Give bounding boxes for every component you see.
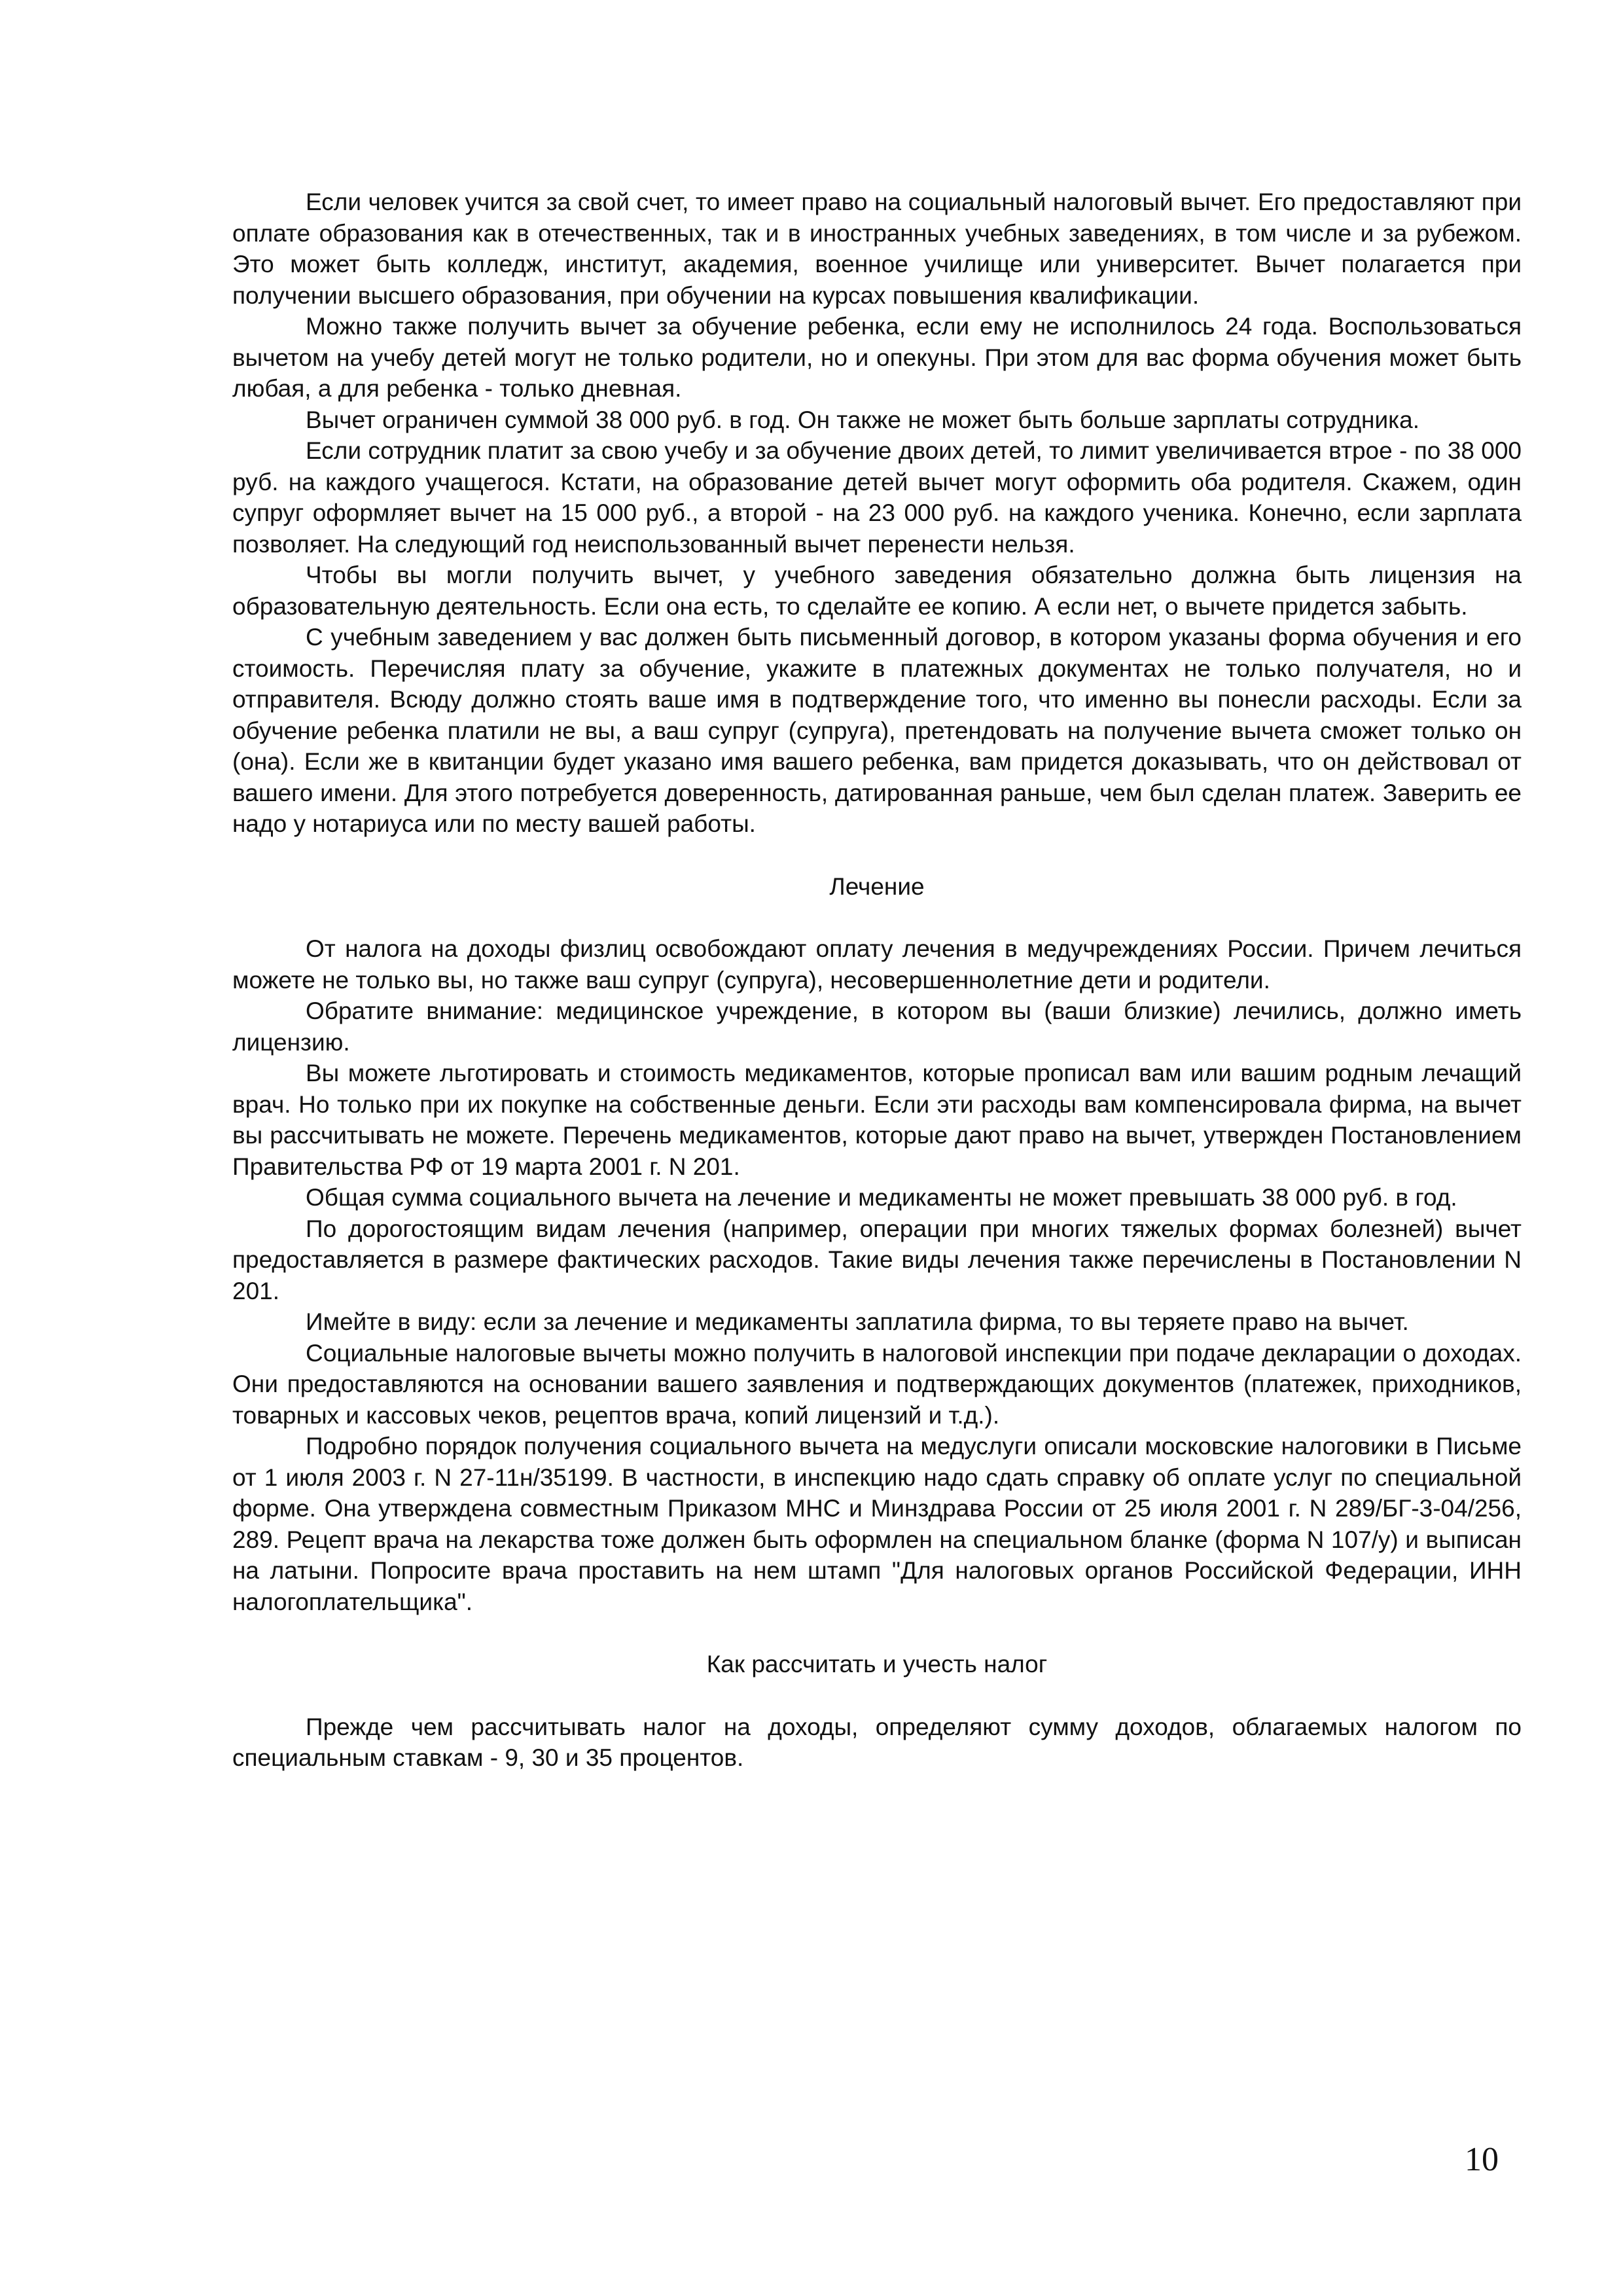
section-heading-treatment: Лечение <box>829 872 925 900</box>
paragraph: Подробно порядок получения социального вычета на медуслуги описали московские налоговики в Письме от 1 июля 2003 г. N 27-11н/35199. В частности, в инспекцию надо сдать справку об оплате услуг по специальной форме. Она утверждена совместным Приказом МНС и Минздрава России от 25 июля 2001 г. N 289/БГ-3-04/256, 289. Рецепт врача на лекарства тоже должен быть оформлен на специальном бланке (форма N 107/у) и выписан на латыни. Попросите врача проставить на нем штамп "Для налоговых органов Российской Федерации, ИНН налогоплательщика". <box>232 1433 1522 1615</box>
paragraph: С учебным заведением у вас должен быть письменный договор, в котором указаны форма обучения и его стоимость. Перечисляя плату за обучение, укажите в платежных документах не только получателя, но и отправителя. Всюду должно стоять ваше имя в подтверждение того, что именно вы понесли расходы. Если за обучение ребенка платили не вы, а ваш супруг (супруга), претендовать на получение вычета сможет только он (она). Если же в квитанции будет указано имя вашего ребенка, вам придется доказывать, что он действовал от вашего имени. Для этого потребуется доверенность, датированная раньше, чем был сделан платеж. Заверить ее надо у нотариуса или по месту вашей работы. <box>232 624 1522 837</box>
paragraph: Если сотрудник платит за свою учебу и за обучение двоих детей, то лимит увеличивается втрое - по 38 000 руб. на каждого учащегося. Кстати, на образование детей вычет могут оформить оба родителя. Скажем, один супруг оформляет вычет на 15 000 руб., а второй - на 23 000 руб. на каждого ученика. Конечно, если зарплата позволяет. На следующий год неиспользованный вычет перенести нельзя. <box>232 437 1522 558</box>
section-treatment <box>232 871 1522 1618</box>
paragraph: Чтобы вы могли получить вычет, у учебного заведения обязательно должна быть лицензия на образовательную деятельность. Если она есть, то сделайте ее копию. А если нет, о вычете придется забыть. <box>232 562 1522 620</box>
paragraph: Обратите внимание: медицинское учреждение, в котором вы (ваши близкие) лечились, должно иметь лицензию. <box>232 997 1522 1056</box>
paragraph: Вычет ограничен суммой 38 000 руб. в год. Он также не может быть больше зарплаты сотрудника. <box>306 406 1420 433</box>
section-tax <box>232 1649 1522 1774</box>
paragraph: Социальные налоговые вычеты можно получить в налоговой инспекции при подаче декларации о доходах. Они предоставляются на основании вашего заявления и подтверждающих документов (платежек, приходников, товарных и кассовых чеков, рецептов врача, копий лицензий и т.д.). <box>232 1339 1522 1429</box>
paragraph: Общая сумма социального вычета на лечение и медикаменты не может превышать 38 000 руб. в год. <box>306 1184 1457 1211</box>
paragraph: Можно также получить вычет за обучение ребенка, если ему не исполнилось 24 года. Воспользоваться вычетом на учебу детей могут не только родители, но и опекуны. При этом для вас форма обучения может быть любая, а для ребенка - только дневная. <box>232 313 1522 402</box>
document-body <box>232 187 1522 1774</box>
paragraph: По дорогостоящим видам лечения (например, операции при многих тяжелых формах болезней) вычет предоставляется в размере фактических расходов. Такие виды лечения также перечислены в Постановлении N 201. <box>232 1215 1522 1304</box>
paragraph: Прежде чем рассчитывать налог на доходы, определяют сумму доходов, облагаемых налогом по специальным ставкам - 9, 30 и 35 процентов. <box>232 1713 1522 1771</box>
section-heading-tax: Как рассчитать и учесть налог <box>706 1651 1048 1677</box>
paragraph: Вы можете льготировать и стоимость медикаментов, которые прописал вам или вашим родным лечащий врач. Но только при их покупке на собственные деньги. Если эти расходы вам компенсировала фирма, на вычет вы рассчитывать не можете. Перечень медикаментов, которые дают право на вычет, утвержден Постановлением Правительства РФ от 19 марта 2001 г. N 201. <box>232 1060 1522 1180</box>
section-education <box>232 187 1522 840</box>
paragraph: Если человек учится за свой счет, то имеет право на социальный налоговый вычет. Его предоставляют при оплате образования как в отечественных, так и в иностранных учебных заведениях, в том числе и за рубежом. Это может быть колледж, институт, академия, военное училище или университет. Вычет полагается при получении высшего образования, при обучении на курсах повышения квалификации. <box>232 188 1522 309</box>
paragraph: Имейте в виду: если за лечение и медикаменты заплатила фирма, то вы теряете право на вычет. <box>306 1308 1409 1335</box>
page-number: 10 <box>1465 2141 1499 2178</box>
paragraph: От налога на доходы физлиц освобождают оплату лечения в медучреждениях России. Причем лечиться можете не только вы, но также ваш супруг (супруга), несовершеннолетние дети и родители. <box>232 935 1522 994</box>
